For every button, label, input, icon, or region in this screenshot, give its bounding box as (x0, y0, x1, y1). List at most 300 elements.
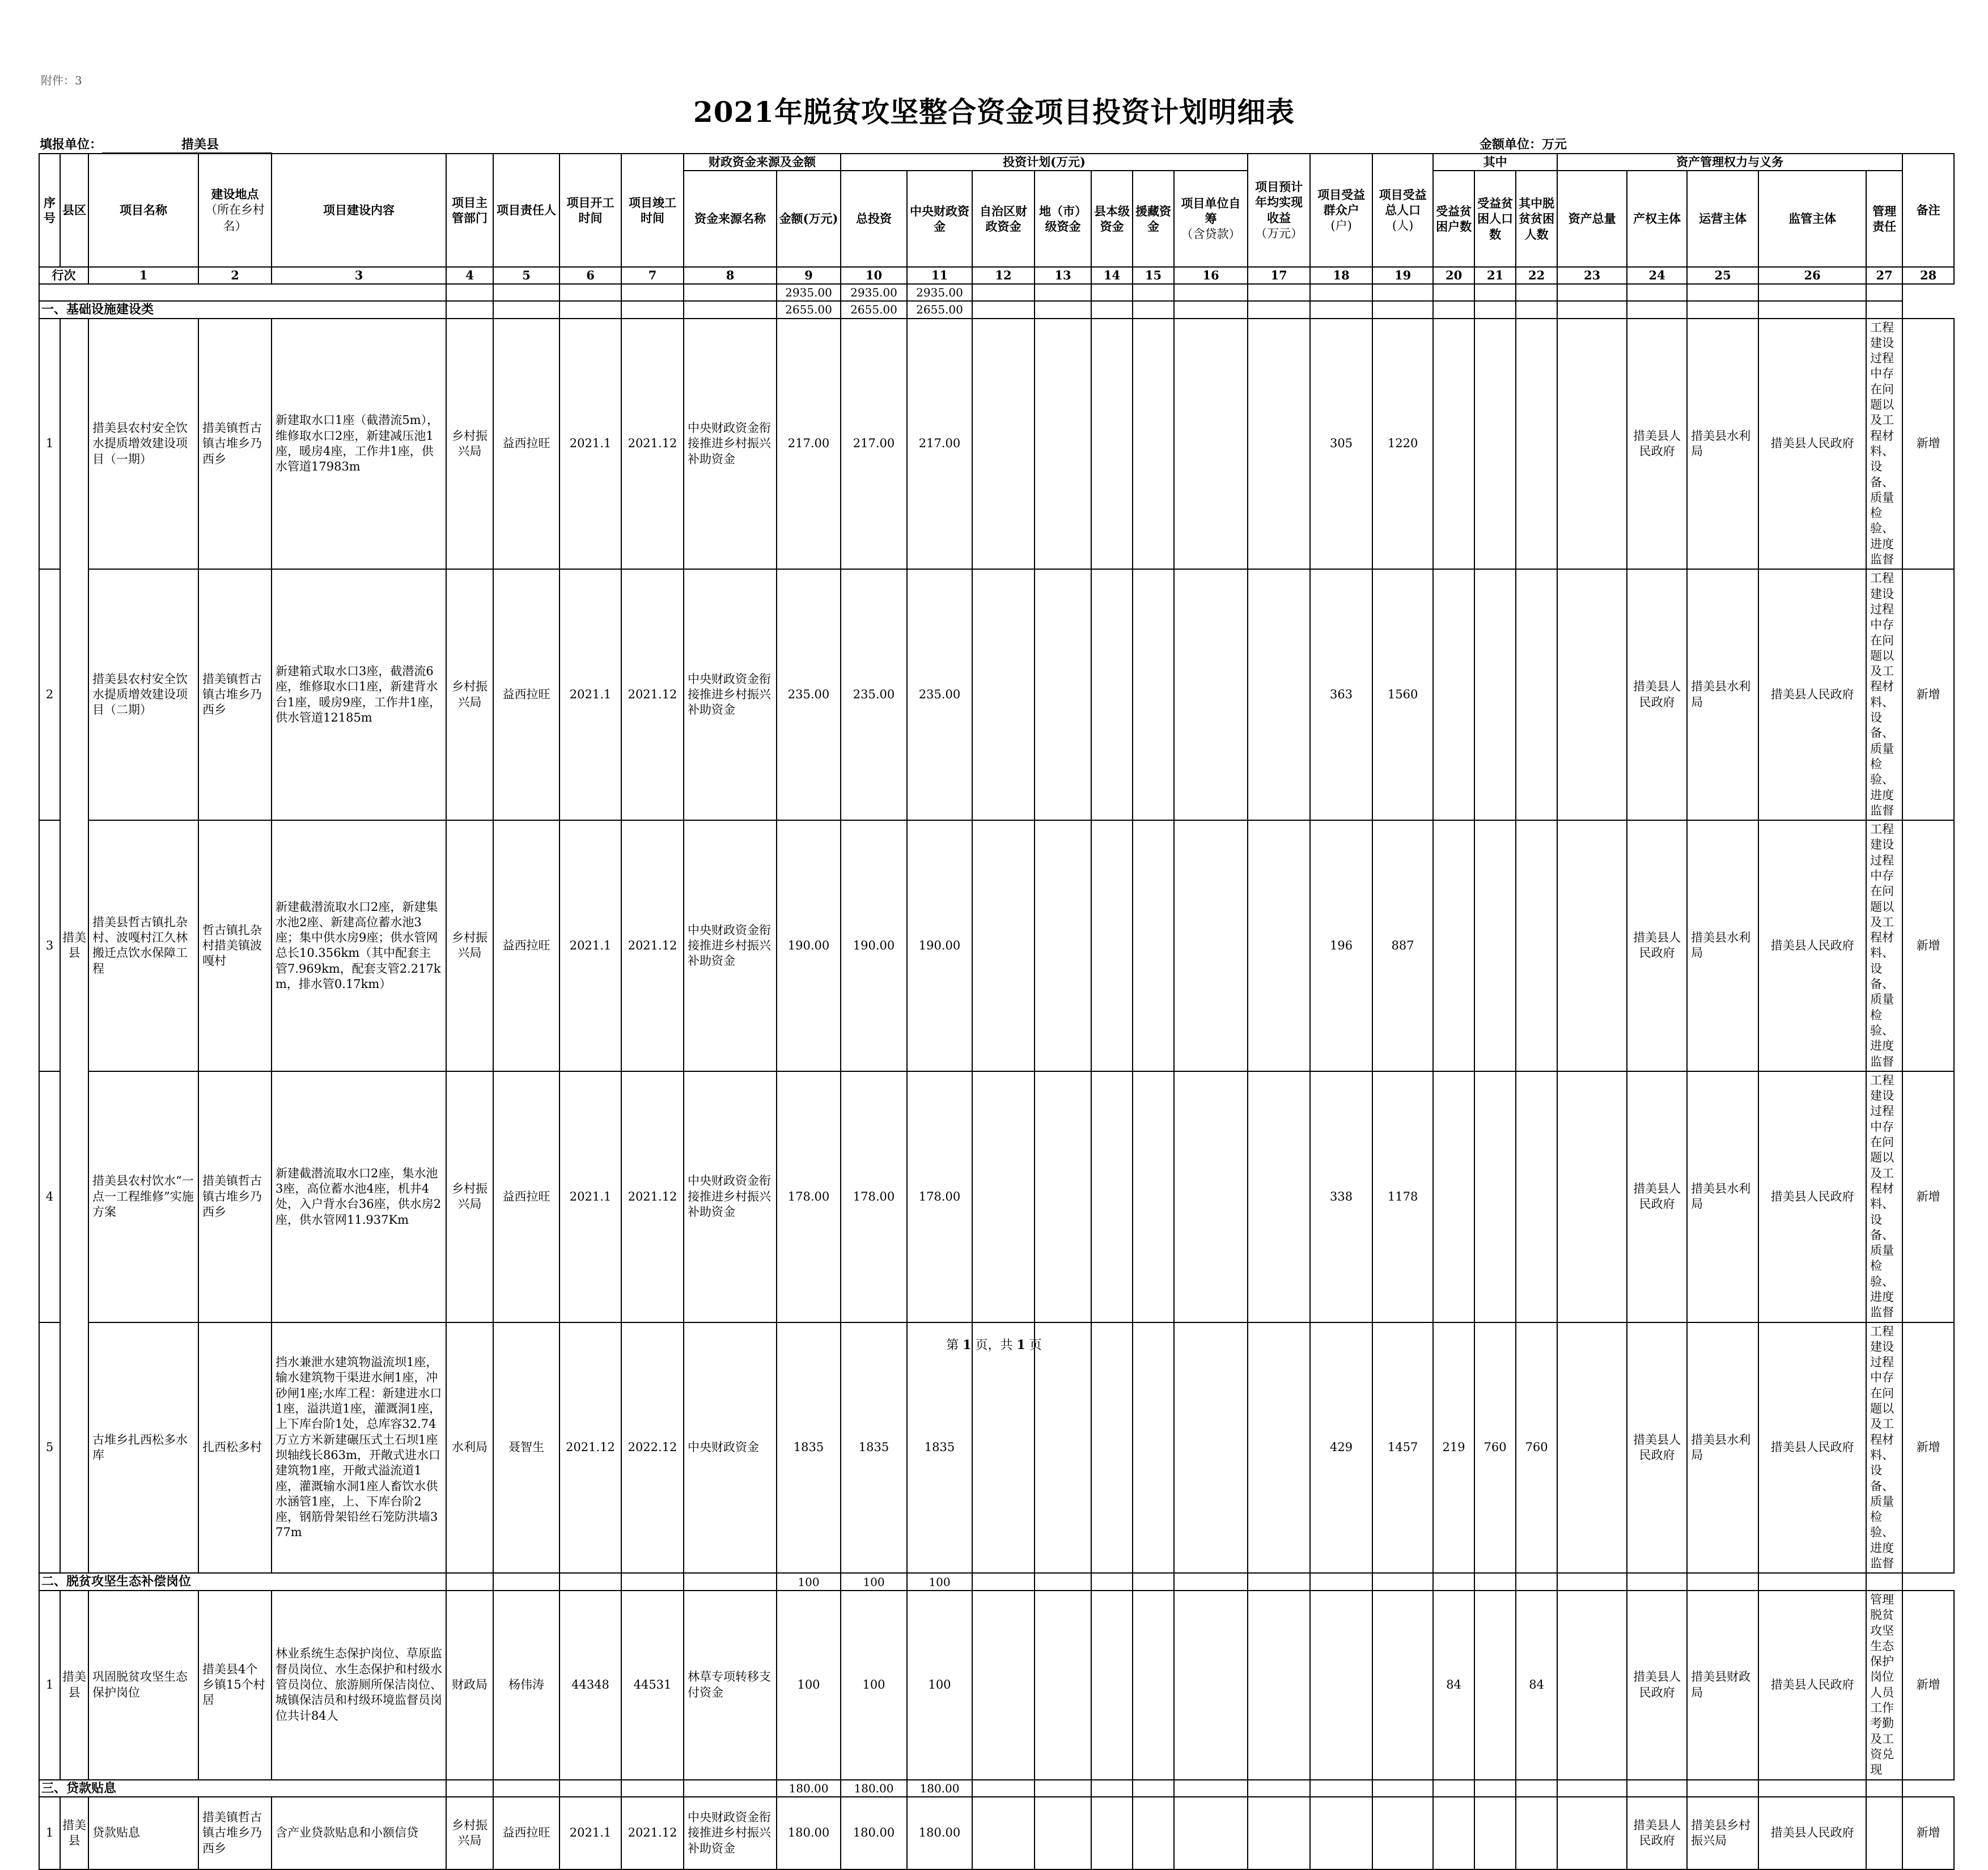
cell-central: 100 (907, 1591, 972, 1780)
cell-content: 新建截潜流取水口2座，新建集水池2座、新建高位蓄水池3座；集中供水房9座；供水管网总长10.356km（其中配套主管7.969km，配套支管2.217km，排水管0.17km） (272, 820, 446, 1071)
cell-poor-pop (1474, 569, 1516, 820)
empty-cell (1091, 1591, 1133, 1780)
col-self-raise (1174, 171, 1248, 267)
colnum-cell: 21 (1474, 267, 1516, 284)
empty-cell (559, 284, 621, 301)
section-header-row (39, 1573, 1954, 1591)
cell-amount: 217.00 (777, 319, 841, 570)
table-row (39, 569, 1954, 820)
cell-end: 2021.12 (621, 820, 684, 1071)
empty-cell (1174, 1573, 1248, 1591)
empty-cell (1310, 284, 1372, 301)
cell-leader: 益西拉旺 (493, 1071, 559, 1322)
empty-cell (1310, 1780, 1372, 1797)
cell-benef-pop (1372, 1797, 1433, 1869)
empty-cell (1035, 820, 1091, 1071)
empty-cell (1248, 569, 1310, 820)
empty-cell (621, 284, 684, 301)
empty-cell (1035, 1797, 1091, 1869)
empty-cell (1091, 1071, 1133, 1322)
cell-operator: 措美县水利局 (1687, 1322, 1758, 1574)
empty-cell (1174, 569, 1248, 820)
col-asset-total: 资产总量 (1557, 171, 1627, 267)
cell-content: 挡水兼泄水建筑物溢流坝1座，输水建筑物干渠进水闸1座，冲砂闸1座;水库工程：新建进水口1座，溢洪道1座，灌溉洞1座，上下库台阶1处，总库容32.74万立方米新建碾压式土石坝1座坝轴线长863m，开敞式进水口建筑物1座，开敞式溢流道1座，灌溉输水洞1座人畜饮水供水涵管1座，上、下库台阶2座，钢筋骨架铅丝石笼防洪墙377m (272, 1322, 446, 1574)
col-location (198, 154, 272, 267)
cell-poor-pop (1474, 820, 1516, 1071)
cell-end: 2021.12 (621, 1071, 684, 1322)
cell-operator: 措美县水利局 (1687, 569, 1758, 820)
total-amount: 2935.00 (777, 284, 841, 301)
cell-dept: 水利局 (446, 1322, 493, 1574)
empty-cell (1557, 1322, 1627, 1574)
section-total-invest: 2655.00 (841, 301, 907, 319)
empty-cell (1248, 1591, 1310, 1780)
cell-benef-pop: 1457 (1372, 1322, 1433, 1574)
col-content: 项目建设内容 (272, 154, 446, 267)
total-central: 2935.00 (907, 284, 972, 301)
cell-mgmt: 工程建设过程中存在问题以及工程材料、设备、质量检验、进度监督 (1866, 319, 1902, 570)
empty-cell (1133, 319, 1174, 570)
cell-start: 2021.1 (559, 1071, 621, 1322)
empty-cell (1516, 284, 1557, 301)
empty-cell (1516, 301, 1557, 319)
cell-supervisor: 措美县人民政府 (1758, 1071, 1866, 1322)
empty-cell (972, 1322, 1035, 1574)
page-title: 2021年脱贫攻坚整合资金项目投资计划明细表 (693, 95, 1295, 129)
footer-page: 1 (963, 1338, 972, 1352)
empty-cell (972, 1780, 1035, 1797)
empty-cell (1557, 301, 1627, 319)
empty-cell (621, 1573, 684, 1591)
cell-poor-hh (1433, 1071, 1474, 1322)
cell-poor-pop2 (1516, 1797, 1557, 1869)
empty-cell (1091, 284, 1133, 301)
cell-benef-pop: 1220 (1372, 319, 1433, 570)
cell-total-invest: 235.00 (841, 569, 907, 820)
empty-cell (621, 1780, 684, 1797)
table-row (39, 1322, 1954, 1574)
empty-cell (972, 284, 1035, 301)
table-row (39, 319, 1954, 570)
empty-cell (1248, 1071, 1310, 1322)
colnum-cell: 19 (1372, 267, 1433, 284)
empty-cell (446, 1780, 493, 1797)
cell-poor-hh (1433, 319, 1474, 570)
col-among-group: 其中 (1433, 154, 1557, 171)
cell-start: 2021.12 (559, 1322, 621, 1574)
cell-poor-hh (1433, 569, 1474, 820)
row-number-header (39, 267, 1954, 284)
cell-content: 林业系统生态保护岗位、草原监督员岗位、水生态保护和村级水管员岗位、旅游厕所保洁岗位、城镇保洁员和村级环境监督员岗位共计84人 (272, 1591, 446, 1780)
empty-cell (1433, 1780, 1474, 1797)
cell-remark: 新增 (1902, 1591, 1954, 1780)
section-total-invest: 180.00 (841, 1780, 907, 1797)
empty-cell (1248, 820, 1310, 1071)
cell-leader: 益西拉旺 (493, 569, 559, 820)
section-amount: 180.00 (777, 1780, 841, 1797)
empty-cell (972, 569, 1035, 820)
empty-cell (1133, 569, 1174, 820)
cell-amount: 100 (777, 1591, 841, 1780)
empty-cell (1687, 284, 1758, 301)
col-central: 中央财政资金 (907, 171, 972, 267)
cell-poor-pop2 (1516, 569, 1557, 820)
col-location-note: （所在乡村名） (205, 203, 265, 233)
table-row (39, 1071, 1954, 1322)
cell-dept: 乡村振兴局 (446, 1071, 493, 1322)
cell-leader: 益西拉旺 (493, 1797, 559, 1869)
empty-cell (1248, 1797, 1310, 1869)
cell-remark: 新增 (1902, 319, 1954, 570)
cell-name: 巩固脱贫攻坚生态保护岗位 (88, 1591, 198, 1780)
footer-pages: 1 (1016, 1338, 1025, 1352)
cell-end: 44531 (621, 1591, 684, 1780)
empty-cell (559, 301, 621, 319)
cell-benef-pop: 887 (1372, 820, 1433, 1071)
empty-cell (1174, 284, 1248, 301)
cell-total-invest: 100 (841, 1591, 907, 1780)
colnum-cell: 1 (88, 267, 198, 284)
empty-cell (1174, 1797, 1248, 1869)
empty-cell (1866, 1780, 1902, 1797)
cell-total-invest: 178.00 (841, 1071, 907, 1322)
cell-source: 中央财政资金衔接推进乡村振兴补助资金 (684, 820, 777, 1071)
empty-cell (1557, 569, 1627, 820)
empty-cell (972, 1797, 1035, 1869)
empty-cell (1174, 820, 1248, 1071)
empty-cell (1866, 301, 1902, 319)
cell-seq: 4 (39, 1071, 60, 1322)
cell-leader: 聂智生 (493, 1322, 559, 1574)
cell-benef-hh: 196 (1310, 820, 1372, 1071)
cell-poor-pop (1474, 1071, 1516, 1322)
footer-suffix: 页 (1025, 1338, 1042, 1352)
empty-cell (621, 301, 684, 319)
cell-central: 1835 (907, 1322, 972, 1574)
colnum-cell: 6 (559, 267, 621, 284)
cell-owner: 措美县人民政府 (1627, 1071, 1687, 1322)
empty-cell (1474, 301, 1516, 319)
cell-leader: 杨伟涛 (493, 1591, 559, 1780)
colnum-cell: 10 (841, 267, 907, 284)
cell-mgmt (1866, 1797, 1902, 1869)
empty-cell (1557, 1797, 1627, 1869)
empty-cell (684, 284, 777, 301)
empty-cell (1372, 284, 1433, 301)
col-benef-pop (1372, 154, 1433, 267)
col-county-fund: 县本级资金 (1091, 171, 1133, 267)
empty-cell (559, 1780, 621, 1797)
col-self-raise-note: （含贷款） (1181, 227, 1241, 241)
cell-poor-pop (1474, 319, 1516, 570)
cell-poor-pop2 (1516, 820, 1557, 1071)
cell-total-invest: 217.00 (841, 319, 907, 570)
empty-cell (972, 301, 1035, 319)
cell-supervisor: 措美县人民政府 (1758, 820, 1866, 1071)
col-dept: 项目主管部门 (446, 154, 493, 267)
cell-dept: 乡村振兴局 (446, 319, 493, 570)
colnum-cell: 3 (272, 267, 446, 284)
cell-central: 235.00 (907, 569, 972, 820)
money-unit: 金额单位：万元 (1480, 137, 1567, 152)
empty-cell (972, 820, 1035, 1071)
empty-cell (1174, 1780, 1248, 1797)
empty-cell (1133, 1780, 1174, 1797)
empty-cell (446, 301, 493, 319)
cell-name: 贷款贴息 (88, 1797, 198, 1869)
col-benef-pop-label: 项目受益总人口 (1379, 187, 1427, 217)
colnum-cell: 15 (1133, 267, 1174, 284)
cell-benef-hh (1310, 1591, 1372, 1780)
cell-dept: 乡村振兴局 (446, 820, 493, 1071)
cell-benef-pop: 1560 (1372, 569, 1433, 820)
cell-operator: 措美县乡村振兴局 (1687, 1797, 1758, 1869)
empty-cell (1174, 319, 1248, 570)
empty-cell (1627, 1573, 1687, 1591)
empty-cell (1557, 1780, 1627, 1797)
col-end: 项目竣工时间 (621, 154, 684, 267)
empty-cell (1627, 284, 1687, 301)
cell-total-invest: 1835 (841, 1322, 907, 1574)
colnum-cell: 9 (777, 267, 841, 284)
empty-cell (972, 1573, 1035, 1591)
cell-dept: 乡村振兴局 (446, 1797, 493, 1869)
colnum-cell: 17 (1248, 267, 1310, 284)
section-central: 180.00 (907, 1780, 972, 1797)
empty-cell (1248, 1780, 1310, 1797)
colnum-cell: 23 (1557, 267, 1627, 284)
empty-cell (1133, 1071, 1174, 1322)
cell-content: 新建取水口1座（截潜流5m），维修取水口2座，新建减压池1座，暖房4座，工作井1座，供水管道17983m (272, 319, 446, 570)
cell-owner: 措美县人民政府 (1627, 569, 1687, 820)
cell-end: 2021.12 (621, 1797, 684, 1869)
cell-mgmt: 工程建设过程中存在问题以及工程材料、设备、质量检验、进度监督 (1866, 820, 1902, 1071)
empty-cell (1091, 301, 1133, 319)
cell-remark: 新增 (1902, 1071, 1954, 1322)
col-fund-group: 财政资金来源及金额 (684, 154, 841, 171)
investment-table (39, 153, 1955, 1870)
cell-leader: 益西拉旺 (493, 319, 559, 570)
col-region: 自治区财政资金 (972, 171, 1035, 267)
cell-content: 含产业贷款贴息和小额信贷 (272, 1797, 446, 1869)
cell-central: 190.00 (907, 820, 972, 1071)
attachment-label: 附件：3 (41, 74, 82, 87)
cell-supervisor: 措美县人民政府 (1758, 569, 1866, 820)
colnum-cell: 7 (621, 267, 684, 284)
cell-location: 措美县4个乡镇15个村居 (198, 1591, 272, 1780)
cell-name: 措美县农村安全饮水提质增效建设项目（二期） (88, 569, 198, 820)
cell-poor-hh: 219 (1433, 1322, 1474, 1574)
empty-cell (1133, 1797, 1174, 1869)
section-name: 二、脱贫攻坚生态补偿岗位 (39, 1573, 446, 1591)
cell-location: 措美镇哲古镇古堆乡乃西乡 (198, 1071, 272, 1322)
colnum-cell: 18 (1310, 267, 1372, 284)
empty-cell (972, 319, 1035, 570)
empty-cell (1372, 1780, 1433, 1797)
cell-source: 林草专项转移支付资金 (684, 1591, 777, 1780)
cell-location: 扎西松多村 (198, 1322, 272, 1574)
cell-supervisor: 措美县人民政府 (1758, 1797, 1866, 1869)
empty-cell (1372, 301, 1433, 319)
col-start: 项目开工时间 (559, 154, 621, 267)
empty-cell (1687, 1780, 1758, 1797)
cell-content: 新建箱式取水口3座，截潜流6座，维修取水口1座，新建背水台1座，暖房9座，工作井1座，供水管道12185m (272, 569, 446, 820)
col-fund-source: 资金来源名称 (684, 171, 777, 267)
empty-cell (1035, 1780, 1091, 1797)
empty-cell (1248, 284, 1310, 301)
empty-cell (1758, 1573, 1866, 1591)
cell-name: 措美县农村安全饮水提质增效建设项目（一期） (88, 319, 198, 570)
cell-source: 中央财政资金 (684, 1322, 777, 1574)
empty-cell (1174, 1071, 1248, 1322)
cell-mgmt: 管理脱贫攻坚生态保护岗位人员工作考勤及工资兑现 (1866, 1591, 1902, 1780)
cell-central: 180.00 (907, 1797, 972, 1869)
cell-dept: 财政局 (446, 1591, 493, 1780)
col-income-label: 项目预计年均实现收益 (1255, 179, 1303, 225)
empty-cell (1248, 301, 1310, 319)
cell-owner: 措美县人民政府 (1627, 319, 1687, 570)
colnum-cell: 4 (446, 267, 493, 284)
cell-seq: 1 (39, 1591, 60, 1780)
colnum-cell: 16 (1174, 267, 1248, 284)
col-poor-pop2: 其中脱贫贫困人数 (1516, 171, 1557, 267)
cell-county: 措美县 (60, 1797, 88, 1869)
colnum-cell: 27 (1866, 267, 1902, 284)
cell-amount: 1835 (777, 1322, 841, 1574)
cell-amount: 190.00 (777, 820, 841, 1071)
cell-remark: 新增 (1902, 1322, 1954, 1574)
empty-cell (1133, 301, 1174, 319)
table-row (39, 1591, 1954, 1780)
cell-remark: 新增 (1902, 1797, 1954, 1869)
cell-owner: 措美县人民政府 (1627, 1797, 1687, 1869)
cell-supervisor: 措美县人民政府 (1758, 319, 1866, 570)
empty-cell (1557, 1573, 1627, 1591)
empty-cell (1433, 301, 1474, 319)
table-row (39, 820, 1954, 1071)
cell-poor-pop (1474, 1591, 1516, 1780)
empty-cell (1174, 1322, 1248, 1574)
col-invest-group: 投资计划(万元) (841, 154, 1248, 171)
empty-cell (1035, 1071, 1091, 1322)
cell-leader: 益西拉旺 (493, 820, 559, 1071)
empty-cell (1372, 1573, 1433, 1591)
colnum-cell: 12 (972, 267, 1035, 284)
cell-location: 哲古镇扎杂村措美镇波嘎村 (198, 820, 272, 1071)
empty-cell (559, 1573, 621, 1591)
col-income-unit: （万元） (1255, 226, 1303, 240)
colnum-cell: 20 (1433, 267, 1474, 284)
colnum-cell: 5 (493, 267, 559, 284)
cell-source: 中央财政资金衔接推进乡村振兴补助资金 (684, 319, 777, 570)
cell-owner: 措美县人民政府 (1627, 820, 1687, 1071)
cell-poor-pop: 760 (1474, 1322, 1516, 1574)
cell-name: 措美县哲古镇扎杂村、波嘎村江久林搬迁点饮水保障工程 (88, 820, 198, 1071)
empty-cell (1310, 301, 1372, 319)
empty-cell (1174, 1591, 1248, 1780)
cell-benef-hh: 363 (1310, 569, 1372, 820)
empty-cell (1035, 569, 1091, 820)
row-number-label: 行次 (39, 267, 88, 284)
empty-cell (1133, 820, 1174, 1071)
section-header-row (39, 301, 1954, 319)
colnum-cell: 24 (1627, 267, 1687, 284)
cell-mgmt: 工程建设过程中存在问题以及工程材料、设备、质量检验、进度监督 (1866, 569, 1902, 820)
col-asset-group: 资产管理权力与义务 (1557, 154, 1902, 171)
empty-cell (1557, 319, 1627, 570)
col-poor-hh: 受益贫困户数 (1433, 171, 1474, 267)
colnum-cell: 25 (1687, 267, 1758, 284)
cell-benef-hh: 338 (1310, 1071, 1372, 1322)
empty-cell (1248, 1573, 1310, 1591)
empty-cell (1174, 301, 1248, 319)
cell-location: 措美镇哲古镇古堆乡乃西乡 (198, 1797, 272, 1869)
empty-cell (493, 284, 559, 301)
empty-cell (1758, 284, 1866, 301)
empty-cell (1133, 1322, 1174, 1574)
section-total-invest: 100 (841, 1573, 907, 1591)
col-mgmt: 管理责任 (1866, 171, 1902, 267)
empty-cell (446, 1573, 493, 1591)
empty-cell (1248, 319, 1310, 570)
empty-cell (1433, 284, 1474, 301)
cell-seq: 3 (39, 820, 60, 1071)
col-name: 项目名称 (88, 154, 198, 267)
cell-supervisor: 措美县人民政府 (1758, 1591, 1866, 1780)
colnum-cell: 8 (684, 267, 777, 284)
empty-cell (684, 301, 777, 319)
cell-total-invest: 180.00 (841, 1797, 907, 1869)
empty-cell (1557, 1591, 1627, 1780)
empty-cell (1035, 301, 1091, 319)
cell-mgmt: 工程建设过程中存在问题以及工程材料、设备、质量检验、进度监督 (1866, 1322, 1902, 1574)
empty-cell (493, 1573, 559, 1591)
cell-mgmt: 工程建设过程中存在问题以及工程材料、设备、质量检验、进度监督 (1866, 1071, 1902, 1322)
empty-cell (1091, 569, 1133, 820)
empty-cell (1133, 284, 1174, 301)
empty-cell (1091, 1573, 1133, 1591)
empty-cell (1627, 1780, 1687, 1797)
cell-central: 178.00 (907, 1071, 972, 1322)
empty-cell (1091, 820, 1133, 1071)
section-header-row (39, 1780, 1954, 1797)
empty-cell (1091, 1322, 1133, 1574)
empty-cell (493, 1780, 559, 1797)
col-self-raise-label: 项目单位自筹 (1181, 196, 1241, 226)
cell-benef-hh: 429 (1310, 1322, 1372, 1574)
col-aid: 援藏资金 (1133, 171, 1174, 267)
cell-poor-pop2: 760 (1516, 1322, 1557, 1574)
col-benef-hh (1310, 154, 1372, 267)
empty-cell (1035, 284, 1091, 301)
cell-start: 2021.1 (559, 319, 621, 570)
cell-source: 中央财政资金衔接推进乡村振兴补助资金 (684, 569, 777, 820)
table-row (39, 1797, 1954, 1869)
empty-cell (1687, 1573, 1758, 1591)
col-benef-pop-unit: (人) (1392, 219, 1414, 233)
section-name: 三、贷款贴息 (39, 1780, 446, 1797)
empty-cell (1758, 301, 1866, 319)
cell-start: 44348 (559, 1591, 621, 1780)
totals-row (39, 284, 1954, 301)
empty-cell (1557, 820, 1627, 1071)
cell-end: 2021.12 (621, 319, 684, 570)
empty-cell (493, 301, 559, 319)
colnum-cell: 14 (1091, 267, 1133, 284)
empty-cell (1433, 1573, 1474, 1591)
cell-supervisor: 措美县人民政府 (1758, 1322, 1866, 1574)
colnum-cell: 11 (907, 267, 972, 284)
